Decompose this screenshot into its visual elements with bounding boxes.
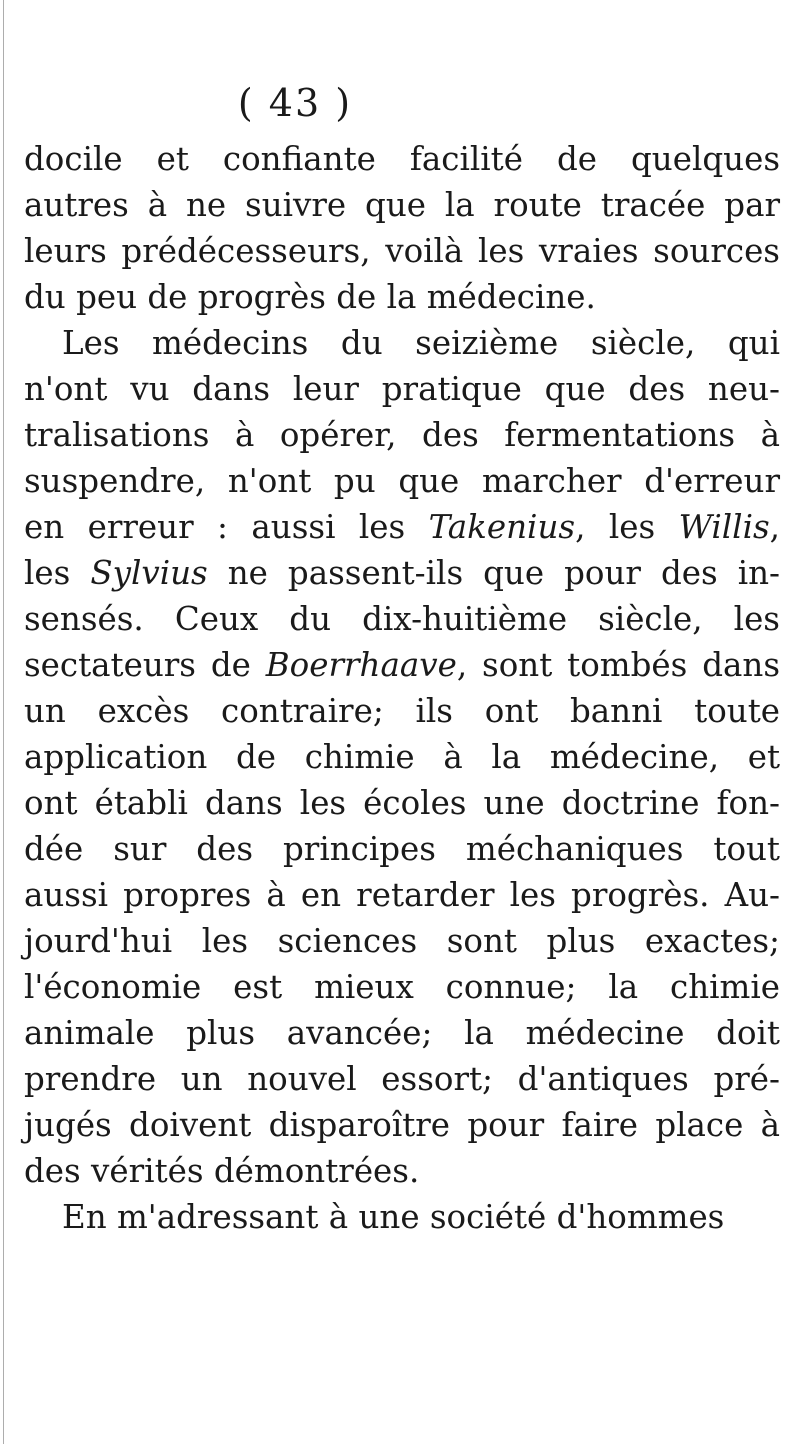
text-line: jugés doivent disparoître pour faire place à xyxy=(24,1106,780,1144)
text-line: tralisations à opérer, des fermentations à xyxy=(24,416,780,454)
text-line: un excès contraire; ils ont banni toute xyxy=(24,692,780,730)
text-line: En m'adressant à une société d'hommes xyxy=(62,1198,725,1236)
text-line xyxy=(24,642,780,688)
text-line: ont établi dans les écoles une doctrine fon- xyxy=(24,784,780,822)
text-line: du peu de progrès de la médecine. xyxy=(24,278,596,316)
page-edge-line xyxy=(3,0,4,1444)
author-name: Boerrhaave xyxy=(265,646,457,684)
body-text xyxy=(24,136,780,1240)
text-line: dée sur des principes méchaniques tout xyxy=(24,830,780,868)
text-segment: , sont tombés dans xyxy=(456,646,780,684)
text-segment: en erreur : aussi les xyxy=(24,508,429,546)
page-number xyxy=(0,78,800,128)
text-segment: , les xyxy=(575,508,679,546)
author-name: Sylvius xyxy=(90,554,208,592)
text-line: docile et confiante facilité de quelques xyxy=(24,140,780,178)
text-line: suspendre, n'ont pu que marcher d'erreur xyxy=(24,462,780,500)
text-line xyxy=(24,550,780,596)
text-segment: , xyxy=(769,508,780,546)
text-line: Les médecins du seizième siècle, qui xyxy=(62,324,780,362)
text-line: aussi propres à en retarder les progrès. Au- xyxy=(24,876,780,914)
text-line: animale plus avancée; la médecine doit xyxy=(24,1014,780,1052)
text-line: leurs prédécesseurs, voilà les vraies sources xyxy=(24,232,780,270)
author-name: Takenius xyxy=(428,508,576,546)
text-line: autres à ne suivre que la route tracée par xyxy=(24,186,780,224)
text-line: jourd'hui les sciences sont plus exactes; xyxy=(24,922,780,960)
text-segment: sectateurs de xyxy=(24,646,266,684)
text-line xyxy=(24,504,780,550)
page-number-text: ( 43 ) xyxy=(237,81,353,125)
text-line: n'ont vu dans leur pratique que des neu- xyxy=(24,370,780,408)
text-line: application de chimie à la médecine, et xyxy=(24,738,780,776)
text-line: des vérités démontrées. xyxy=(24,1152,420,1190)
text-line: prendre un nouvel essort; d'antiques pré- xyxy=(24,1060,780,1098)
text-segment: ne passent-ils que pour des in- xyxy=(207,554,780,592)
text-line: sensés. Ceux du dix-huitième siècle, les xyxy=(24,600,780,638)
text-segment: les xyxy=(24,554,91,592)
author-name: Willis xyxy=(678,508,770,546)
text-line: l'économie est mieux connue; la chimie xyxy=(24,968,780,1006)
